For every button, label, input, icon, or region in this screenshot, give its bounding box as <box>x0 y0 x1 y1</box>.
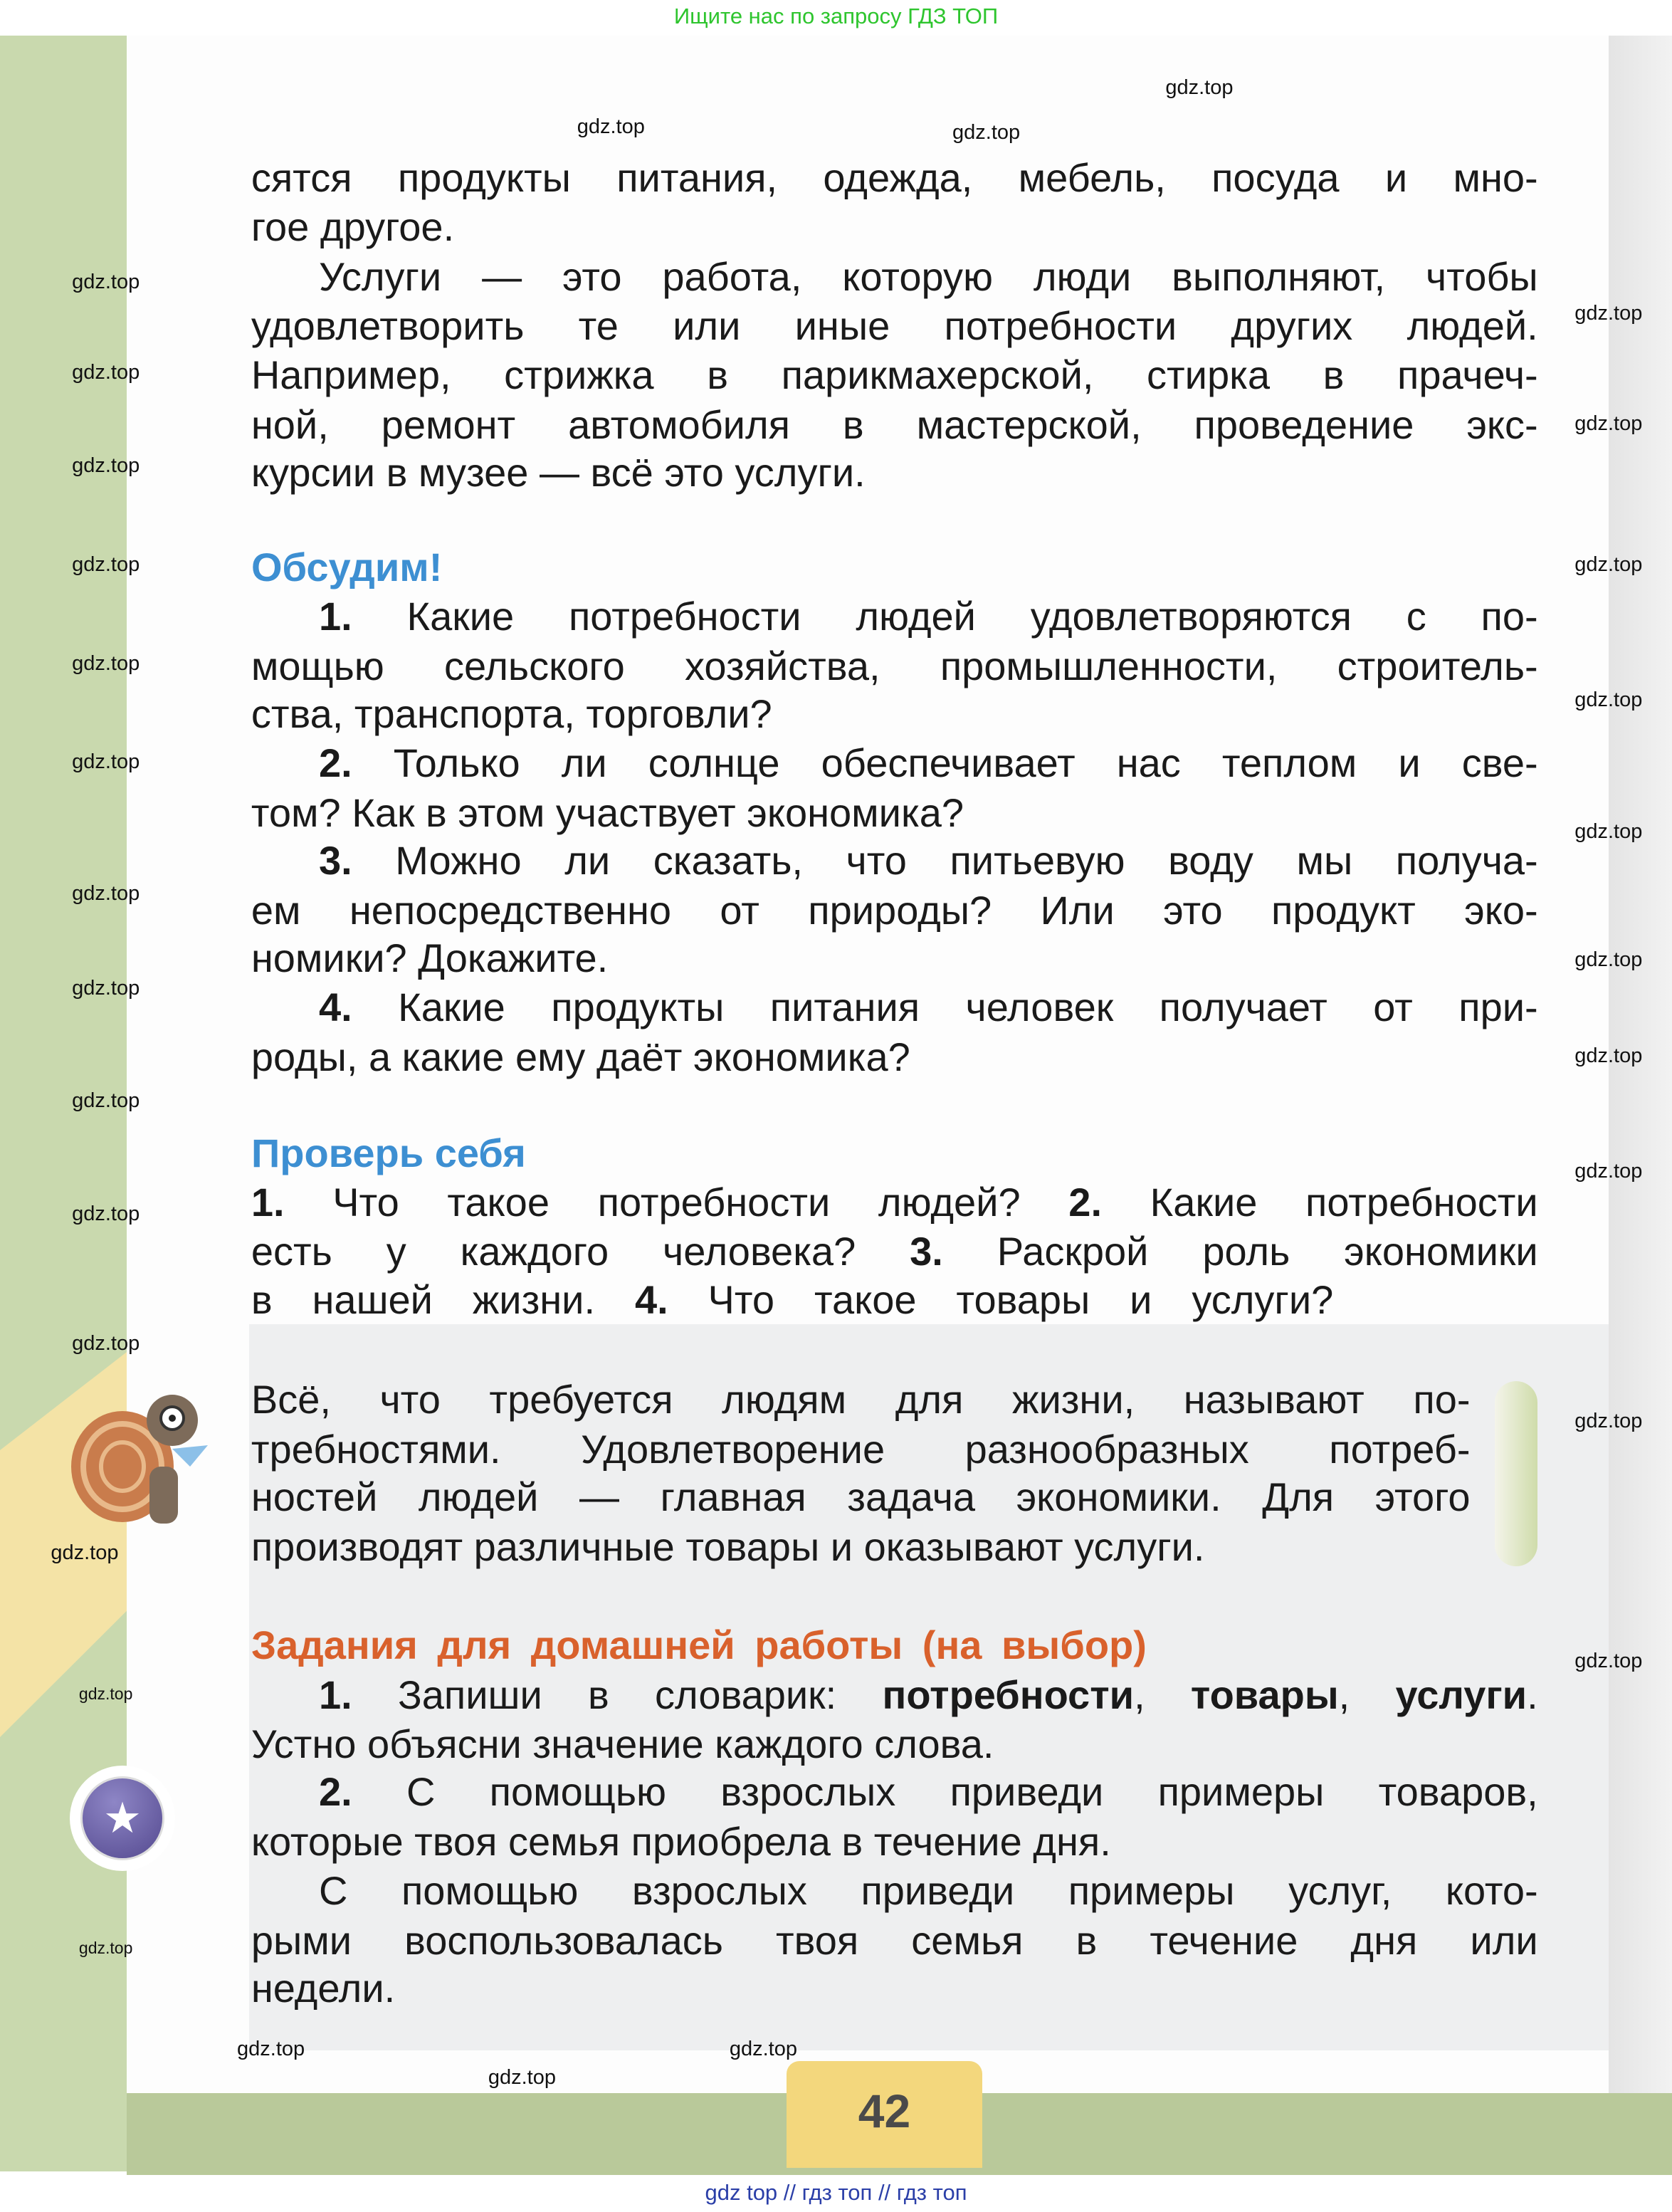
text-line <box>251 1178 1538 1227</box>
text-line <box>319 592 1538 641</box>
bold-text: товары <box>1190 1672 1339 1717</box>
text-line <box>251 1818 1111 1866</box>
text-segment: Можно ли сказать, что питьевую воду мы получа- <box>352 838 1538 884</box>
page-edge <box>1609 36 1672 2171</box>
page-number: 42 <box>787 2061 982 2168</box>
watermark-text: gdz.top <box>952 121 1021 145</box>
watermark-text: gdz.top <box>72 552 140 576</box>
bold-text: 2. <box>1068 1179 1102 1225</box>
watermark-text: gdz.top <box>72 651 140 675</box>
text-line <box>319 983 1538 1032</box>
bold-text: 1. <box>318 594 352 639</box>
text-line <box>251 203 454 251</box>
watermark-text: gdz.top <box>1574 948 1643 971</box>
watermark-text: gdz.top <box>1165 75 1234 99</box>
watermark-text: gdz.top <box>237 2038 305 2061</box>
bold-text: 3. <box>910 1229 943 1274</box>
text-segment: роды, а какие ему даёт экономика? <box>251 1034 910 1079</box>
top-banner: Ищите нас по запросу ГДЗ ТОП <box>0 0 1672 36</box>
text-segment: Запиши в словарик: <box>352 1672 883 1717</box>
text-line <box>251 886 1538 935</box>
text-segment: Всё, что требуется людям для жизни, называют по- <box>251 1377 1471 1422</box>
text-line <box>251 1375 1471 1424</box>
text-segment: Какие потребности <box>1102 1179 1538 1225</box>
text-segment: , <box>1338 1672 1396 1717</box>
text-line <box>251 449 866 497</box>
text-segment: ем непосредственно от природы? Или это продукт эко- <box>251 887 1538 933</box>
text-segment: рыми воспользовалась твоя семья в течение дня или <box>251 1917 1538 1963</box>
text-segment: производят различные товары и оказывают услуги. <box>251 1524 1205 1569</box>
watermark-text: gdz.top <box>1574 412 1643 435</box>
text-segment: курсии в музее — всё это услуги. <box>251 450 866 496</box>
text-segment: в нашей жизни. <box>251 1277 635 1322</box>
watermark-text: gdz.top <box>1574 1410 1643 1433</box>
heading-check: Проверь себя <box>251 1130 526 1175</box>
text-segment: , <box>1134 1672 1191 1717</box>
text-segment: том? Как в этом участвует экономика? <box>251 790 964 835</box>
text-segment: Услуги — это работа, которую люди выполняют, чтобы <box>318 253 1538 299</box>
watermark-text: gdz.top <box>72 454 140 478</box>
text-line <box>251 1964 395 2013</box>
text-line <box>251 1276 1333 1324</box>
watermark-text: gdz.top <box>1574 1160 1643 1183</box>
watermark-text: gdz.top <box>51 1541 119 1564</box>
text-segment: которые твоя семья приобрела в течение дня. <box>251 1818 1111 1864</box>
watermark-text: gdz.top <box>72 976 140 1000</box>
text-line <box>319 739 1538 787</box>
star-badge-icon: ★ <box>70 1766 175 1871</box>
watermark-text: gdz.top <box>78 1684 133 1703</box>
text-segment: удовлетворить те или иные потребности других людей. <box>251 303 1538 348</box>
text-segment: есть у каждого человека? <box>251 1229 910 1274</box>
text-line <box>319 1768 1538 1816</box>
text-line <box>319 1671 1538 1719</box>
text-line <box>251 302 1538 350</box>
text-line <box>251 154 1538 202</box>
watermark-text: gdz.top <box>1574 1650 1643 1673</box>
text-line <box>251 401 1538 449</box>
text-segment: ностей людей — главная задача экономики. Для этого <box>251 1474 1471 1520</box>
bold-text: услуги <box>1395 1672 1528 1717</box>
bold-text: 3. <box>318 838 352 884</box>
summary-side-bar <box>1495 1381 1537 1566</box>
text-segment: Какие продукты питания человек получает от при- <box>352 985 1538 1030</box>
watermark-text: gdz.top <box>729 2038 797 2061</box>
watermark-text: gdz.top <box>72 1089 140 1113</box>
watermark-text: gdz.top <box>78 1938 133 1957</box>
text-segment: Какие потребности людей удовлетворяются с по- <box>352 594 1538 639</box>
text-line <box>251 1720 994 1768</box>
text-segment: Устно объясни значение каждого слова. <box>251 1721 994 1767</box>
bold-text: 4. <box>634 1277 668 1322</box>
text-line <box>251 1227 1538 1276</box>
watermark-text: gdz.top <box>1574 1044 1643 1067</box>
watermark-text: gdz.top <box>1574 302 1643 325</box>
text-line <box>251 1523 1205 1571</box>
text-segment: Только ли солнце обеспечивает нас теплом и све- <box>352 740 1538 786</box>
text-line <box>319 837 1538 885</box>
bold-text: 1. <box>251 1179 285 1225</box>
text-line <box>251 934 608 982</box>
text-segment: недели. <box>251 1966 396 2011</box>
text-line <box>251 1033 910 1081</box>
text-segment: С помощью взрослых приведи примеры товаров, <box>352 1769 1538 1815</box>
text-segment: Раскрой роль экономики <box>942 1229 1538 1274</box>
text-line <box>251 1917 1538 1965</box>
text-line <box>319 1867 1538 1915</box>
text-line <box>251 351 1538 399</box>
text-segment: С помощью взрослых приведи примеры услуг, кото- <box>318 1868 1538 1914</box>
watermark-text: gdz.top <box>488 2065 557 2089</box>
turtle-illustration-icon <box>65 1381 215 1538</box>
text-line <box>319 253 1538 301</box>
heading-homework: Задания для домашней работы (на выбор) <box>251 1623 1147 1668</box>
text-segment: Что такое потребности людей? <box>284 1179 1069 1225</box>
heading-discuss: Обсудим! <box>251 544 443 589</box>
text-segment: мощью сельского хозяйства, промышленности, строитель- <box>251 643 1538 688</box>
text-segment: требностями. Удовлетворение разнообразных потреб- <box>251 1426 1471 1472</box>
text-segment: ной, ремонт автомобиля в мастерской, проведение экс- <box>251 402 1538 447</box>
text-line <box>251 690 772 738</box>
text-segment: номики? Докажите. <box>251 935 609 980</box>
watermark-text: gdz.top <box>72 271 140 294</box>
bold-text: потребности <box>882 1672 1135 1717</box>
watermark-text: gdz.top <box>72 361 140 384</box>
bold-text: 4. <box>318 985 352 1030</box>
watermark-text: gdz.top <box>577 115 645 139</box>
watermark-text: gdz.top <box>72 750 140 774</box>
text-segment: ства, транспорта, торговли? <box>251 691 772 737</box>
bold-text: 2. <box>318 740 352 786</box>
text-line <box>251 642 1538 691</box>
watermark-text: gdz.top <box>72 1332 140 1356</box>
watermark-text: gdz.top <box>72 881 140 905</box>
text-line <box>251 1425 1471 1474</box>
watermark-text: gdz.top <box>1574 819 1643 843</box>
text-line <box>251 789 964 837</box>
text-segment: Что такое товары и услуги? <box>668 1277 1334 1322</box>
text-line <box>251 1473 1471 1521</box>
text-segment: . <box>1527 1672 1538 1717</box>
text-segment: Например, стрижка в парикмахерской, стирка в прачеч- <box>251 352 1538 398</box>
text-segment: гое другое. <box>251 204 455 250</box>
bold-text: 1. <box>318 1672 352 1717</box>
bottom-links[interactable]: gdz top // гдз топ // гдз топ <box>0 2175 1672 2212</box>
watermark-text: gdz.top <box>1574 552 1643 576</box>
watermark-text: gdz.top <box>1574 688 1643 712</box>
bold-text: 2. <box>318 1769 352 1815</box>
text-segment: сятся продукты питания, одежда, мебель, посуда и мно- <box>251 154 1538 200</box>
watermark-text: gdz.top <box>72 1202 140 1225</box>
